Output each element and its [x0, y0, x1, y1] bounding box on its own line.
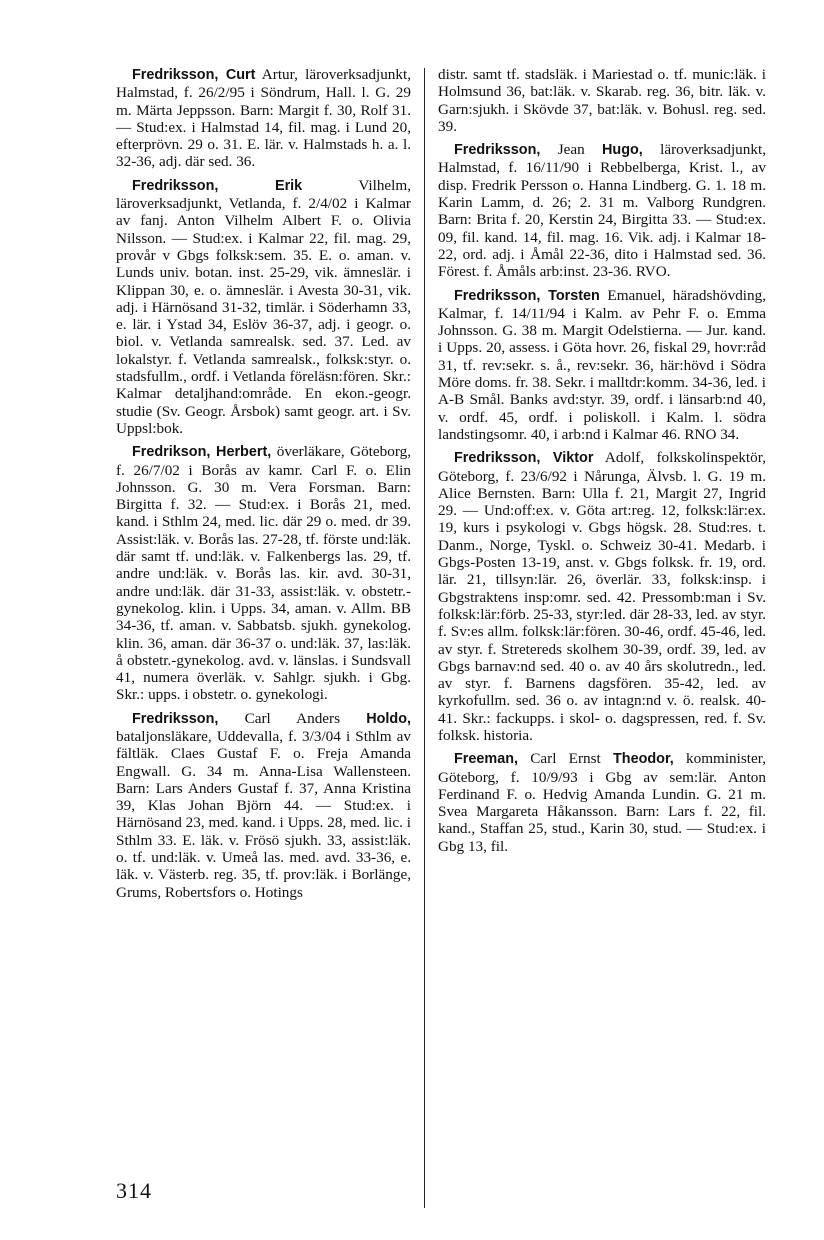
entry-text: Carl Anders	[218, 709, 367, 727]
entry-name: Fredriksson,	[132, 710, 219, 727]
entry-text: överläkare, Göteborg, f. 26/7/02 i Borås av kamr. Carl F. o. Elin Johnsson. G. 30 m. Vera Forsman. Barn: Birgitta f. 32. — Stud:ex. i Borås 21, med. kand. i Sthlm 24, med. lic. där 29 o. med. dr 39. Assist:läk. v. Borås las. 27-28, tf. förste und:läk. där samt tf. und:läk. v. Falkenbergs las. 29, tf. andre und:läk. v. Borås las. kir. avd. 30-31, andre und:läk. där 31-33, assist:läk. v. obstetr.-gynekolog. klin. i Upps. 34, aman. v. Allm. BB 34-36, tf. aman. v. Sabbatsb. sjukh. gynekolog. klin. 36, aman. där 36-37 o. und:läk. 37, las:läk. å obstetr.-gynekolog. avd. v. länslas. i Sundsvall 41, numera överläk. v. Sahlgr. sjukh. i Gbg. Skr.: upps. i obstetr. o. gynekologi.	[116, 443, 411, 704]
entry-erik-fredriksson	[116, 177, 411, 437]
entry-text-rest: läroverksadjunkt, Halmstad, f. 16/11/90 i Rebbelberga, Krist. l., av disp. Fredrik Persson o. Hanna Lindberg. G. 1. 18 m. Karin Lamm, d. 26; 2. 31 m. Valborg Rundgren. Barn: Brita f. 20, Kerstin 24, Birgitta 33. — Stud:ex. 09, fil. kand. 14, fil. mag. 16. Vik. adj. i Kalmar 18-22, ord. adj. i Åmål 22-36, dito i Halmstad sed. 36. Förest. f. Åmåls arb:inst. 23-36. RVO.	[438, 141, 766, 281]
entry-hugo-fredriksson	[438, 141, 766, 280]
column-divider	[424, 68, 425, 1208]
entry-name: Fredriksson, Curt	[132, 67, 256, 83]
left-column	[116, 66, 411, 907]
entry-text: Adolf, folkskolinspektör, Göteborg, f. 23/6/92 i Nårunga, Älvsb. l. G. 19 m. Alice Bernsten. Barn: Ulla f. 21, Margit 27, Ingrid 29. — Und:off:ex. v. Göta art:reg. 12, folksk:lär:ex. 19, kurs i psykologi v. Gbgs högsk. 28. Stud:res. t. Danm., Norge, Tyskl. o. Schweiz 30-41. Medarb. i Gbgs-Posten 13-19, anst. v. Gbgs folksk. fr. 19, ord. lär. 21, tillsyn:lär. 26, överlär. 33, folksk:insp. i Gbgstraktens insp:omr. sed. 42. Pressomb:man i Sv. folksk:lär:förb. 25-33, styr:led. där 28-33, led. av styr. f. Sv:es allm. folksk:lär:fören. 30-46, ordf. 45-46, led. av styr. f. Stretereds skolhem 30-39, ordf. 39, led. av Gbgs barnav:nd sed. 40 o. av 40 års skolutredn., led. av styr. f. Barnens dagsfören. 35-42, led. av kyrkofullm. sed. 36 o. av intagn:nd v. ö. realsk. 40-41. Skr.: fackupps. i skol- o. dagspressen, red. f. Sv. folksk. historia.	[438, 449, 766, 744]
entry-curt-fredriksson	[116, 66, 411, 171]
entry-text: Artur, läroverksadjunkt, Halmstad, f. 26/2/95 i Söndrum, Hall. l. G. 29 m. Märta Jeppsson. Barn: Margit f. 30, Rolf 31. — Stud:ex. i Halmstad 14, fil. mag. i Lund 20, efterprövn. 29 o. 31. E. lär. v. Halmstads h. a. l. 32-36, adj. där sed. 36.	[116, 66, 412, 171]
entry-text: Carl Ernst	[518, 750, 613, 768]
entry-name: Fredriksson, Viktor	[454, 450, 594, 467]
entry-viktor-fredriksson	[438, 449, 766, 744]
entry-torsten-fredriksson	[438, 287, 766, 444]
entry-name: Fredriksson, Erik	[132, 177, 303, 194]
entry-theodor-freeman	[438, 750, 766, 855]
entry-name-given: Theodor,	[613, 751, 674, 768]
entry-name: Freeman,	[454, 751, 518, 768]
entry-name-given: Holdo,	[366, 710, 411, 727]
entry-text-rest: komminister, Göteborg, f. 10/9/93 i Gbg av sem:lär. Anton Ferdinand F. o. Hedvig Amanda Lundin. G. 21 m. Svea Margareta Håkansson. Barn: Lars f. 22, fil. kand., Staffan 25, stud., Karin 30, stud. — Stud:ex. i Gbg 13, fil.	[438, 750, 766, 855]
entry-name: Fredrikson, Herbert,	[132, 444, 272, 461]
entry-name: Fredriksson,	[454, 142, 541, 159]
right-column	[438, 66, 766, 861]
entry-name-given: Hugo,	[602, 142, 643, 159]
page-number: 314	[116, 1178, 152, 1203]
entry-text: Vilhelm, läroverksadjunkt, Vetlanda, f. 2/4/02 i Kalmar av fanj. Anton Vilhelm Albert F. o. Olivia Nilsson. — Stud:ex. i Kalmar 22, fil. mag. 29, provår v Gbgs folksk:sem. 35. E. o. aman. v. Lunds univ. botan. inst. 25-29, vik. ämneslär. i Klippan 30, e. o. ämneslär. i Avesta 30-31, vik. adj. i Härnösand 31-32, timlär. i Söderhamn 33, e. lär. i Ystad 34, Eslöv 36-37, adj. i geogr. o. biol. v. Vetlanda samrealsk. sed. 37. Led. av lokalstyr. f. Vetlanda samrealsk., folksk:styr. o. stadsfullm., ordf. i Vetlanda föreläsn:fören. Skr.: Kalmar detaljhand:område. En ekon.-geogr. studie (Sv. Geogr. Årsbok) samt geogr. art. i Sv. Uppsl:bok.	[116, 176, 412, 437]
entry-text: Jean	[540, 141, 603, 159]
entry-continuation: distr. samt tf. stadsläk. i Mariestad o. tf. munic:läk. i Holmsund 36, bat:läk. v. Skarab. reg. 36, bitr. läk. v. Garn:sjukh. i Skövde 37, bat:läk. v. Bohusl. reg. sed. 39.	[438, 66, 766, 135]
entry-text: Emanuel, häradshövding, Kalmar, f. 14/11/94 i Kalm. av Pehr F. o. Emma Johnsson. G. 38 m. Margit Odelstierna. — Jur. kand. i Upps. 20, assess. i Göta hovr. 26, fiskal 29, hovr:råd 31, tf. rev:sekr. s. å., rev:sekr. 36, här:hövd i Södra Möre doms. fr. 38. Sekr. i malltdr:komm. 34-36, led. i A-B Smål. Banks avd:styr. 39, ordf. i länsarb:nd 40, v. ordf. 45, ordf. i poliskoll. i Kalm. l. södra landstingsomr. 40, i arb:nd i Kalmar 46. RNO 34.	[438, 286, 766, 443]
entry-name: Fredriksson, Torsten	[454, 287, 600, 304]
entry-text-rest: bataljonsläkare, Uddevalla, f. 3/3/04 i Sthlm av fältläk. Claes Gustaf F. o. Freja Amanda Engwall. G. 34 m. Anna-Lisa Wallensteen. Barn: Lars Anders Gustaf f. 37, Anna Kristina 39, Klas Johan Björn 44. — Stud:ex. i Härnösand 23, med. kand. i Upps. 28, med. lic. i Sthlm 33. E. läk. v. Frösö sjukh. 33, assist:läk. o. tf. und:läk. v. Umeå las. med. avd. 33-36, e. läk. v. Västerb. reg. 35, tf. prov:läk. i Borlänge, Grums, Robertsfors o. Hotings	[116, 727, 411, 901]
entry-herbert-fredrikson	[116, 443, 411, 703]
entry-holdo-fredriksson	[116, 710, 411, 901]
